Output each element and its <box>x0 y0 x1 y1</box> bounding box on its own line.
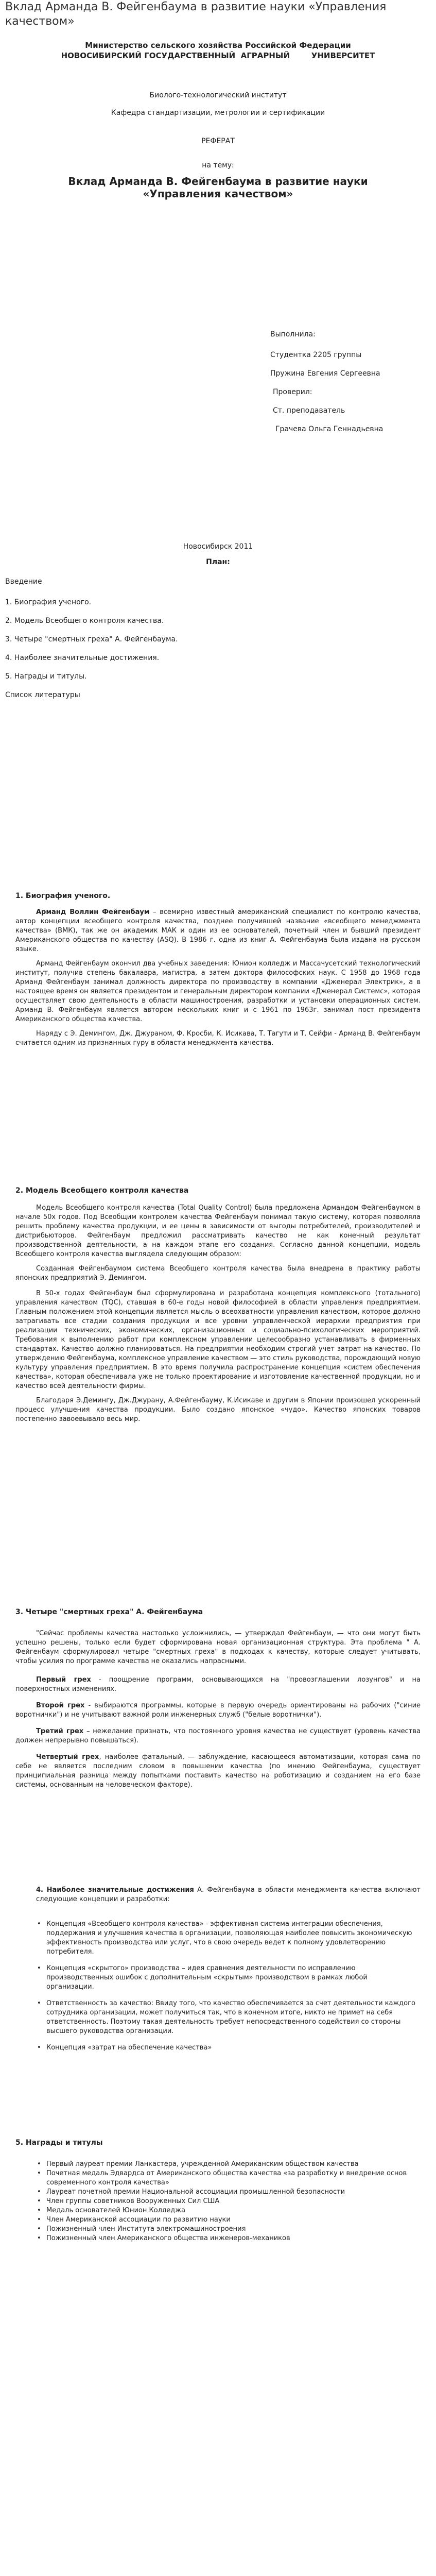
section-3-body <box>0 1629 436 1790</box>
paragraph: Созданная Фейгенбаумом система Всеобщего контроля качества была внедрена в практику работы японских предприятий Э. Демингом. <box>15 1265 421 1282</box>
section-heading: 2. Модель Всеобщего контроля качества <box>15 1187 189 1195</box>
ministry: Министерство сельского хозяйства Российской Федерации <box>85 41 351 50</box>
paragraph: Арманд Фейгенбаум окончил два учебных заведения: Юнион колледж и Массачусетский технологический институт, получив степень бакалавра, магистра, а затем доктора философских наук. С 1958 до 1968 года Арманд Фейгенбаум занимал должность директора по производству в компании «Дженерал Электрик», а в настоящее время он является президентом и генеральным директором компании «Дженерал Системс», которая осуществляет свою деятельность в области машиностроения, разработки и установки операционных систем. Арманд В. Фейгенбаум является автором нескольких книг и с 1961 по 1963г. занимал пост президента Американского общества качества. <box>15 960 421 1023</box>
student-name: Пружина Евгения Сергеевна <box>270 369 380 378</box>
sin-bold: Второй грех <box>36 1702 85 1709</box>
paragraph: - выбираются программы, которые в первую очередь ориентированы на рабочих ("синие воротнички") и не учитывают важной роли инженерных служб ("белые воротнички"). <box>15 1702 421 1719</box>
checked-label: Проверил: <box>273 388 312 396</box>
list-item: • Член Американской ассоциации по развитию науки <box>31 2215 415 2225</box>
list-item: • Лауреат почетной премии Национальной ассоциации промышленной безопасности <box>31 2188 415 2197</box>
section-4-lead <box>0 1886 436 1904</box>
list-item: • Пожизненный член Института электромашиностроения <box>31 2225 415 2234</box>
plan-item: 1. Биография ученого. <box>5 598 92 606</box>
paragraph: А. Фейгенбаума в области менеджмента качества включают следующие концепции и разработки: <box>36 1886 421 1903</box>
university: НОВОСИБИРСКИЙ ГОСУДАРСТВЕННЫЙ АГРАРНЫЙ УНИВЕРСИТЕТ <box>61 51 375 60</box>
teacher-title: Ст. преподаватель <box>273 406 345 415</box>
list-item: • Медаль основателей Юнион Колледжа <box>31 2206 415 2215</box>
section-1-body <box>0 908 436 1048</box>
referat-label: РЕФЕРАТ <box>201 137 235 145</box>
plan-item: 3. Четыре "смертных греха" А. Фейгенбаума. <box>5 635 178 643</box>
sin-bold: Первый грех <box>36 1676 91 1684</box>
teacher-name: Грачева Ольга Геннадьевна <box>275 425 383 433</box>
list-item: • Пожизненный член Американского общества инженеров-механиков <box>31 2234 415 2243</box>
plan-item: 4. Наиболее значительные достижения. <box>5 654 160 662</box>
paragraph: "Сейчас проблемы качества настолько усложнились, — утверждал Фейгенбаум, — что они могут быть успешно решены, только если будет сформирована новая организационная структура. Эта проблема " А. Фейгенбаум сформулировал четыре "смертных греха" в подходах к качеству, которые следует учитывать, чтобы усилия по программе качества не оказались напрасными. <box>15 1630 421 1665</box>
plan-literature: Список литературы <box>5 691 80 699</box>
sin-bold: Четвертый грех <box>36 1753 99 1761</box>
page-title: Вклад Арманда В. Фейгенбаума в развитие науки «Управления качеством» <box>5 1 387 28</box>
section-5-list <box>0 2160 436 2243</box>
list-item: • Почетная медаль Эдвардса от Американского общества качества «за разработку и внедрение основ современного контроля качества» <box>31 2169 415 2188</box>
list-item: • Первый лауреат премии Ланкастера, учрежденной Американским обществом качества <box>31 2160 415 2169</box>
plan-intro: Введение <box>5 578 42 586</box>
paragraph: В 50-х годах Фейгенбаум был сформулирована и разработана концепция комплексного (тотального) управления качеством (TQC), ставшая в 60-е годы новой философией в области управления предприятием. Главным положением этой концепции является мысль о всеохватности управления качеством, которое должно затрагивать все стадии создания продукции и все уровни управленческой иерархии предприятия при реализации технических, экономических, организационных и социально-психологических мероприятий. Требования к выполнению работ при комплексном управлении целесообразно устанавливать в фирменных стандартах. Качество должно планироваться. На предприятии необходим строгий учет затрат на качество. По утверждению Фейгенбаума, комплексное управление качеством — это стиль руководства, порождающий новую культуру управления предприятием. В это время получила распространение концепция «систем обеспечения качества», которая обеспечивала уже не только проектирование и изготовление качественной продукции, но и качество всей деятельности фирмы. <box>15 1290 421 1390</box>
section-2-body <box>0 1204 436 1424</box>
student-group: Студентка 2205 группы <box>270 351 362 359</box>
list-item: • Член группы советников Вооруженных Сил США <box>31 2197 415 2206</box>
paragraph: Наряду с Э. Демингом, Дж. Джураном, Ф. Кросби, К. Исикава, Т. Тагути и Т. Сейфи - Арманд В. Фейгенбаум считается одним из признанных гуру в области менеджмента качества. <box>15 1030 421 1047</box>
department: Кафедра стандартизации, метрологии и сертификации <box>111 109 325 117</box>
section-heading: 5. Награды и титулы <box>15 2139 103 2147</box>
section-heading: 4. Наиболее значительные достижения <box>36 1886 194 1894</box>
plan-item: 2. Модель Всеобщего контроля качества. <box>5 617 164 625</box>
paragraph: , наиболее фатальный, — заблуждение, касающееся автоматизации, которая сама по себе не является последним словом в повышении качества (по мнению Фейгенбаума, существует принципиальная разница между попытками поставить качество на роботизацию и созданием на его базе системы, основанным на человеческом факторе). <box>15 1753 421 1789</box>
paragraph: – всемирно известный американский специалист по контролю качества, автор концепции всеобщего контроля качества, позднее получившей название «всеобщего менеджмента качества» (ВМК), так же он академик МАК и один из ее основателей, почетный член и бывший президент Американского общества по качеству (ASQ). В 1986 г. одна из книг А. Фейгенбаума была издана на русском языке. <box>15 908 421 953</box>
list-item: • Концепция «затрат на обеспечение качества» <box>31 2043 415 2053</box>
done-label: Выполнила: <box>270 330 316 338</box>
paragraph: Благодаря Э.Демингу, Дж.Джурану, А.Фейгенбауму, К.Исикаве и другим в Японии произошел ускоренный процесс улучшения качества продукции. Было создано японское «чудо». Качество японских товаров постепенно завоевывало весь мир. <box>15 1397 421 1423</box>
name-bold: Арманд Воллин Фейгенбаум <box>36 908 150 916</box>
list-item: • Концепция «Всеобщего контроля качества» - эффективная система интеграции обеспечения, поддержания и улучшения качества в организации, позволяющая наиболее повысить экономическую эффективность производства или услуг, что в свою очередь ведет к полному удовлетворению потребителя. <box>31 1920 415 1957</box>
list-item: • Концепция «скрытого» производства – идея сравнения деятельности по исправлению производственных ошибок с дополнительным «скрытым» производством в рамках любой организации. <box>31 1964 415 1992</box>
sin-bold: Третий грех <box>36 1727 84 1735</box>
section-4-list <box>0 1920 436 2053</box>
topic: Вклад Арманда В. Фейгенбаума в развитие науки «Управления качеством» <box>68 175 368 200</box>
city-year: Новосибирск 2011 <box>183 543 253 551</box>
section-heading: 1. Биография ученого. <box>15 892 111 900</box>
list-item: • Ответственность за качество: Ввиду того, что качество обеспечивается за счет деятельности каждого сотрудника организации, может получиться так, что в конечном итоге, никто не примет на себя ответственность. Поэтому такая деятельность требует непосредственного содействия со стороны высшего руководства организации. <box>31 1999 415 2036</box>
section-heading: 3. Четыре "смертных греха" А. Фейгенбаума <box>15 1608 203 1616</box>
plan-title: План: <box>206 558 230 566</box>
paragraph: – нежелание признать, что постоянного уровня качества не существует (уровень качества должен непрерывно повышаться). <box>15 1727 421 1744</box>
topic-label: на тему: <box>202 161 234 170</box>
plan-item: 5. Награды и титулы. <box>5 672 87 681</box>
institute: Биолого-технологический институт <box>149 91 287 99</box>
paragraph: Модель Всеобщего контроля качества (Total Quality Control) была предложена Армандом Фейгенбаумом в начале 50х годов. Под Всеобщим контролем качества Фейгенбаум понимал такую систему, которая позволяла решить проблему качества продукции, и ее цены в зависимости от выгоды потребителей, производителей и дистрибьюторов. Фейгенбаум предложил рассматривать качество не как конечный результат производственной деятельности, а на каждом этапе его создания. Согласно данной концепции, модель Всеобщего контроля качества выглядела следующим образом: <box>15 1204 421 1258</box>
paragraph: - поощрение программ, основывающихся на "провозглашении лозунгов" и на поверхностных изменениях. <box>15 1676 421 1693</box>
